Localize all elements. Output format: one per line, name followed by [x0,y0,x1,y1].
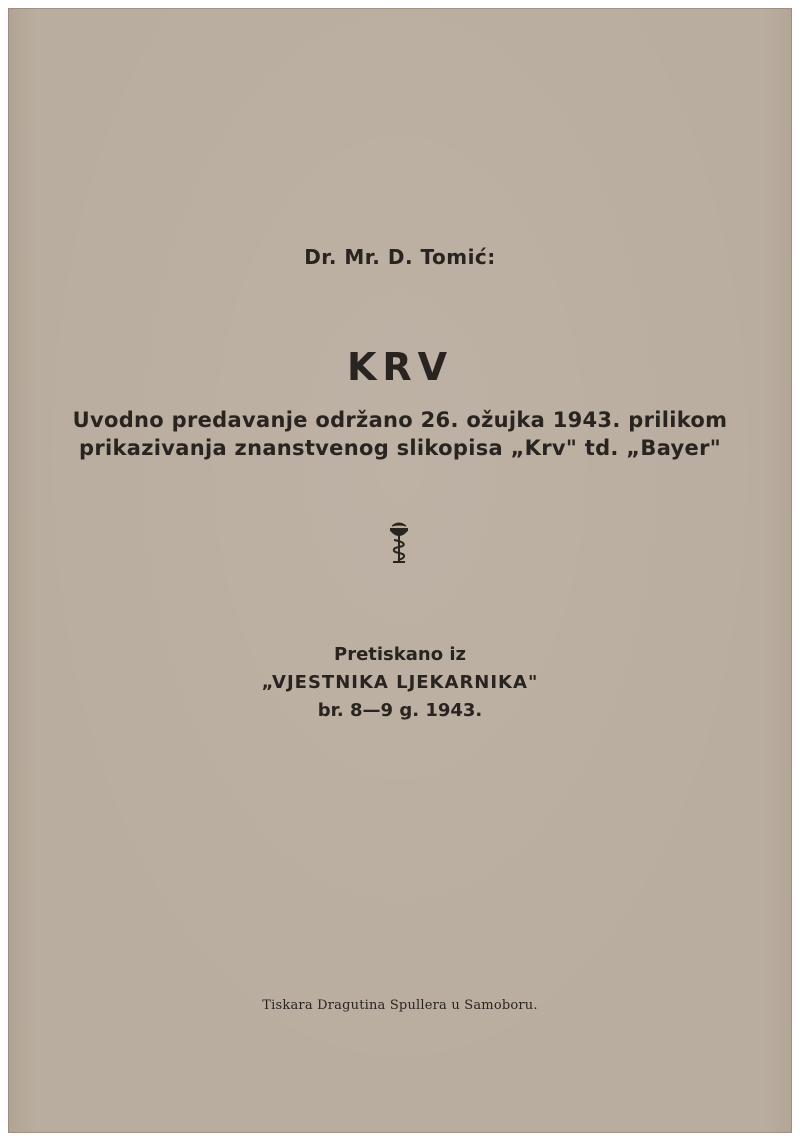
reprint-line-1: Pretiskano iz [334,644,466,665]
journal-name: „VJESTNIKA LJEKARNIKA" [261,672,539,693]
subtitle-line-1: Uvodno predavanje održano 26. ožujka 1943. prilikom [72,408,728,432]
document-page [8,8,792,1133]
subtitle-line-2: prikazivanja znanstvenog slikopisa „Krv" td. „Bayer" [79,436,721,460]
author-line: Dr. Mr. D. Tomić: [304,245,496,269]
printer-imprint: Tiskara Dragutina Spullera u Samoboru. [262,998,538,1013]
caduceus-icon [386,520,412,564]
issue-info: br. 8—9 g. 1943. [317,700,483,721]
document-title: KRV [346,345,454,389]
